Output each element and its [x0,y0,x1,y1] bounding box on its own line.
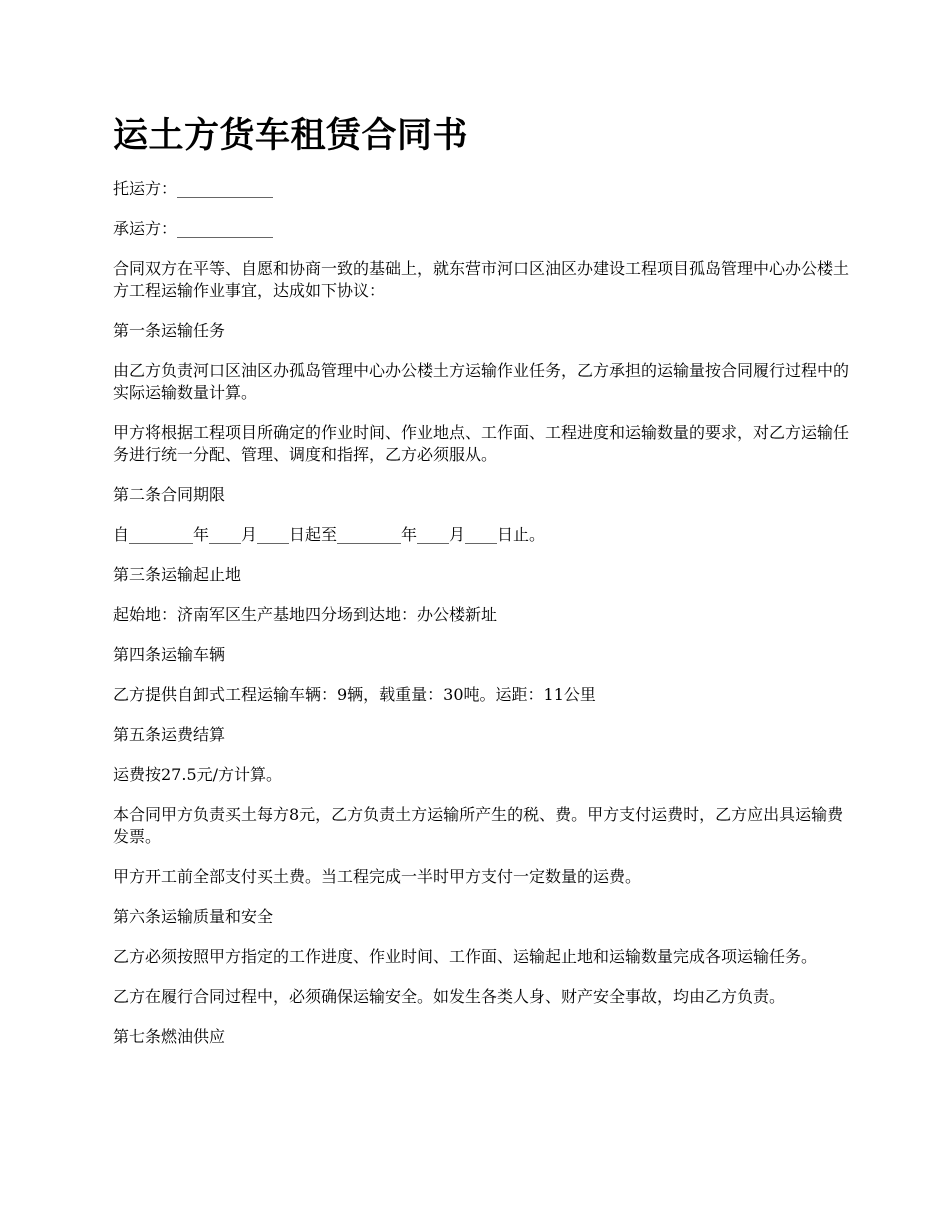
article-3-heading: 第三条运输起止地 [113,565,242,584]
origin-destination-line: 起始地：济南军区生产基地四分场到达地：办公楼新址 [113,605,498,624]
article-2-heading: 第二条合同期限 [113,485,226,504]
article-7-heading: 第七条燃油供应 [113,1027,226,1046]
article-6-paragraph-2: 乙方在履行合同过程中，必须确保运输安全。如发生各类人身、财产安全事故，均由乙方负责。 [113,987,786,1006]
article-6-heading: 第六条运输质量和安全 [113,907,274,926]
document-page [113,112,853,1066]
freight-rate-line: 运费按27.5元/方计算。 [113,765,283,784]
article-5-paragraph-2: 本合同甲方负责买土每方8元，乙方负责土方运输所产生的税、费。甲方支付运费时，乙方应出具运输费发票。 [113,805,844,846]
article-1-paragraph-2: 甲方将根据工程项目所确定的作业时间、作业地点、工作面、工程进度和运输数量的要求，对乙方运输任务进行统一分配、管理、调度和指挥，乙方必须服从。 [113,423,850,464]
article-5-heading: 第五条运费结算 [113,725,226,744]
article-1-heading: 第一条运输任务 [113,321,226,340]
contract-term-line: 自________年____月____日起至________年____月____日止。 [113,525,546,544]
document-title: 运土方货车租赁合同书 [113,116,469,156]
shipper-line: 托运方：____________ [113,179,274,198]
article-5-paragraph-3: 甲方开工前全部支付买土费。当工程完成一半时甲方支付一定数量的运费。 [113,867,642,886]
carrier-line: 承运方：____________ [113,219,274,238]
preamble-paragraph: 合同双方在平等、自愿和协商一致的基础上，就东营市河口区油区办建设工程项目孤岛管理中心办公楼土方工程运输作业事宜，达成如下协议： [113,259,850,300]
article-4-heading: 第四条运输车辆 [113,645,226,664]
article-6-paragraph-1: 乙方必须按照甲方指定的工作进度、作业时间、工作面、运输起止地和运输数量完成各项运输任务。 [113,947,818,966]
article-1-paragraph-1: 由乙方负责河口区油区办孤岛管理中心办公楼土方运输作业任务，乙方承担的运输量按合同履行过程中的实际运输数量计算。 [113,361,850,402]
vehicle-line: 乙方提供自卸式工程运输车辆：9辆，载重量：30吨。运距：11公里 [113,685,596,704]
